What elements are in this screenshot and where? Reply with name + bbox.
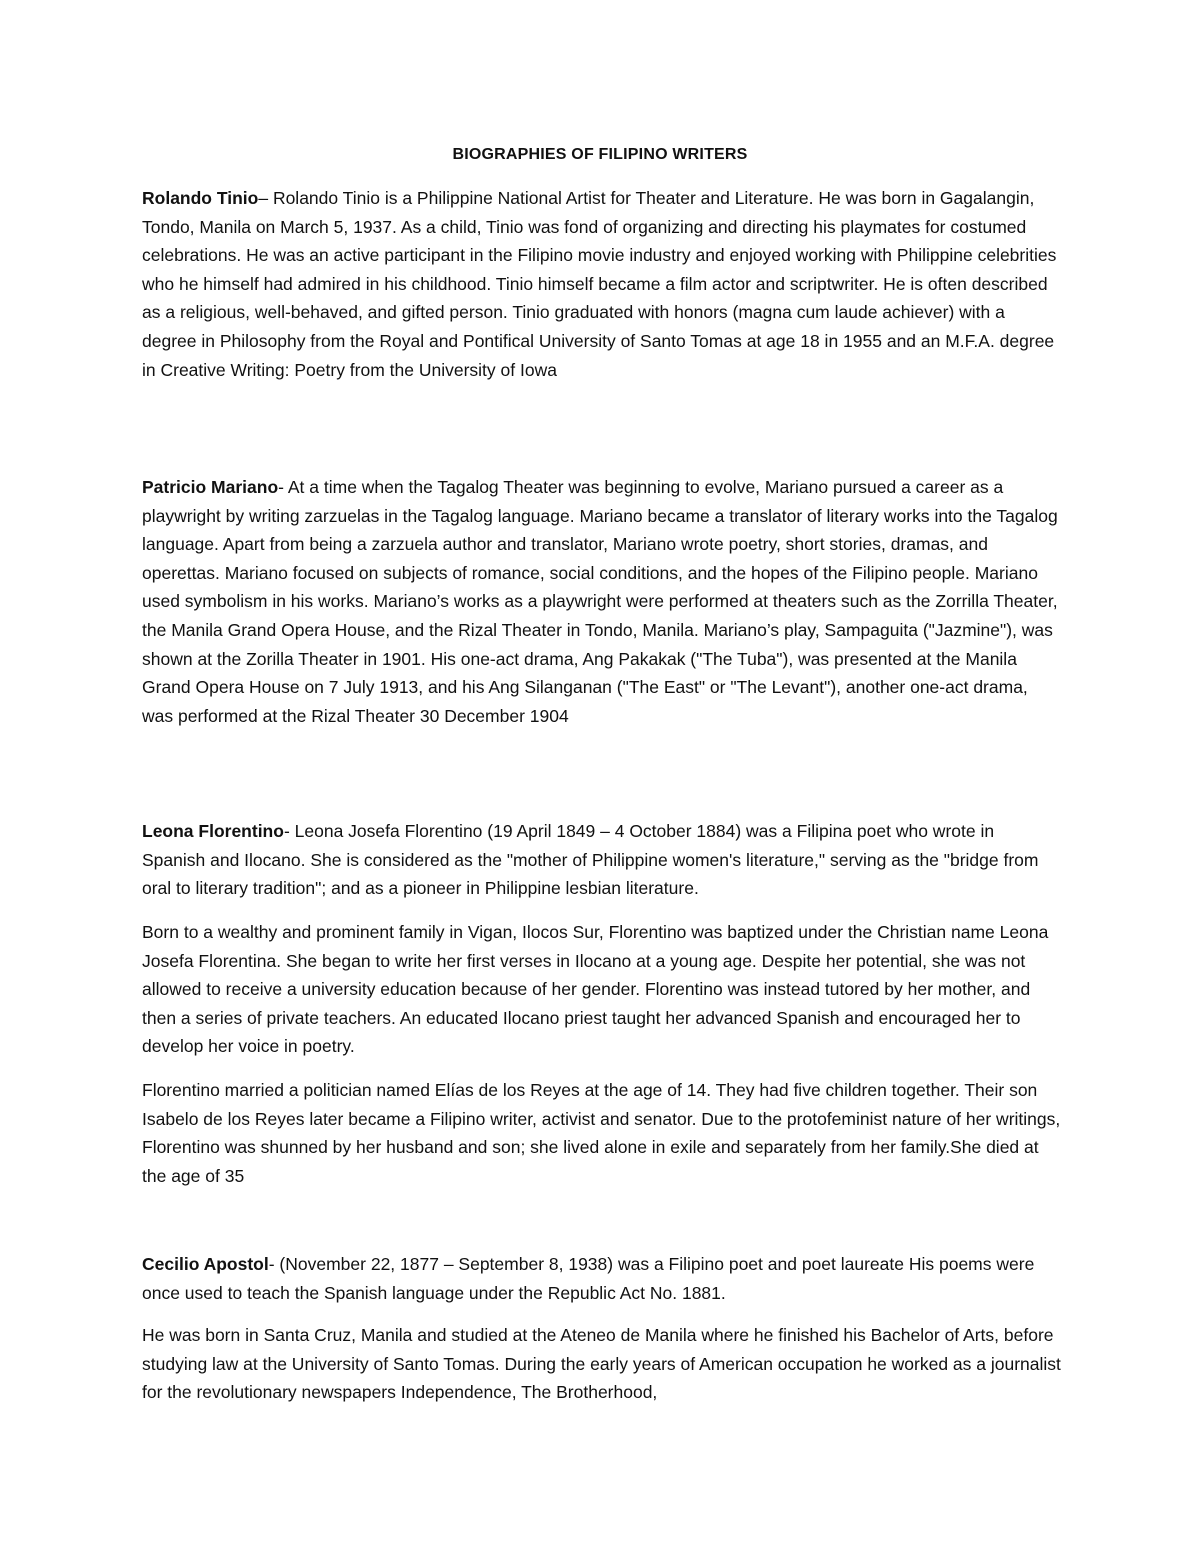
bio-paragraph-florentino-2 xyxy=(142,918,1062,1061)
bio-text: He was born in Santa Cruz, Manila and studied at the Ateneo de Manila where he finished his Bachelor of Arts, before studying law at the University of Santo Tomas. During the early years of American occupation he worked as a journalist for the revolutionary newspapers Independence, The Brotherhood, xyxy=(142,1325,1061,1403)
bio-text: Born to a wealthy and prominent family in Vigan, Ilocos Sur, Florentino was baptized under the Christian name Leona Josefa Florentina. She began to write her first verses in Ilocano at a young age. Despite her potential, she was not allowed to receive a university education because of her gender. Florentino was instead tutored by her mother, and then a series of private teachers. An educated Ilocano priest taught her advanced Spanish and encouraged her to develop her voice in poetry. xyxy=(142,922,1049,1057)
document-title: BIOGRAPHIES OF FILIPINO WRITERS xyxy=(452,146,748,163)
bio-text: Florentino married a politician named Elías de los Reyes at the age of 14. They had five children together. Their son Isabelo de los Reyes later became a Filipino writer, activist and senator. Due to the protofeminist nature of her writings, Florentino was shunned by her husband and son; she lived alone in exile and separately from her family.She died at the age of 35 xyxy=(142,1080,1061,1186)
writer-name: Leona Florentino xyxy=(142,821,284,841)
bio-paragraph-florentino-1 xyxy=(142,817,1062,903)
bio-paragraph-apostol-1 xyxy=(142,1250,1062,1307)
bio-paragraph-apostol-2 xyxy=(142,1321,1062,1407)
bio-paragraph-tinio xyxy=(142,184,1062,384)
bio-text: - At a time when the Tagalog Theater was beginning to evolve, Mariano pursued a career as a playwright by writing zarzuelas in the Tagalog language. Mariano became a translator of literary works into the Tagalog language. Apart from being a zarzuela author and translator, Mariano wrote poetry, short stories, dramas, and operettas. Mariano focused on subjects of romance, social conditions, and the hopes of the Filipino people. Mariano used symbolism in his works. Mariano’s works as a playwright were performed at theaters such as the Zorrilla Theater, the Manila Grand Opera House, and the Rizal Theater in Tondo, Manila. Mariano’s play, Sampaguita ("Jazmine"), was shown at the Zorilla Theater in 1901. His one-act drama, Ang Pakakak ("The Tuba"), was presented at the Manila Grand Opera House on 7 July 1913, and his Ang Silanganan ("The East" or "The Levant"), another one-act drama, was performed at the Rizal Theater 30 December 1904 xyxy=(142,477,1058,726)
bio-text: - (November 22, 1877 – September 8, 1938) was a Filipino poet and poet laureate His poems were once used to teach the Spanish language under the Republic Act No. 1881. xyxy=(142,1254,1035,1303)
bio-paragraph-florentino-3 xyxy=(142,1076,1062,1190)
bio-text: – Rolando Tinio is a Philippine National Artist for Theater and Literature. He was born in Gagalangin, Tondo, Manila on March 5, 1937. As a child, Tinio was fond of organizing and directing his playmates for costumed celebrations. He was an active participant in the Filipino movie industry and enjoyed working with Philippine celebrities who he himself had admired in his childhood. Tinio himself became a film actor and scriptwriter. He is often described as a religious, well-behaved, and gifted person. Tinio graduated with honors (magna cum laude achiever) with a degree in Philosophy from the Royal and Pontifical University of Santo Tomas at age 18 in 1955 and an M.F.A. degree in Creative Writing: Poetry from the University of Iowa xyxy=(142,188,1057,380)
writer-name: Patricio Mariano xyxy=(142,477,279,497)
writer-name: Rolando Tinio xyxy=(142,188,259,208)
writer-name: Cecilio Apostol xyxy=(142,1254,269,1274)
bio-paragraph-mariano xyxy=(142,473,1062,730)
bio-text: - Leona Josefa Florentino (19 April 1849 – 4 October 1884) was a Filipina poet who wrote in Spanish and Ilocano. She is considered as the "mother of Philippine women's literature," serving as the "bridge from oral to literary tradition"; and as a pioneer in Philippine lesbian literature. xyxy=(142,821,1039,899)
